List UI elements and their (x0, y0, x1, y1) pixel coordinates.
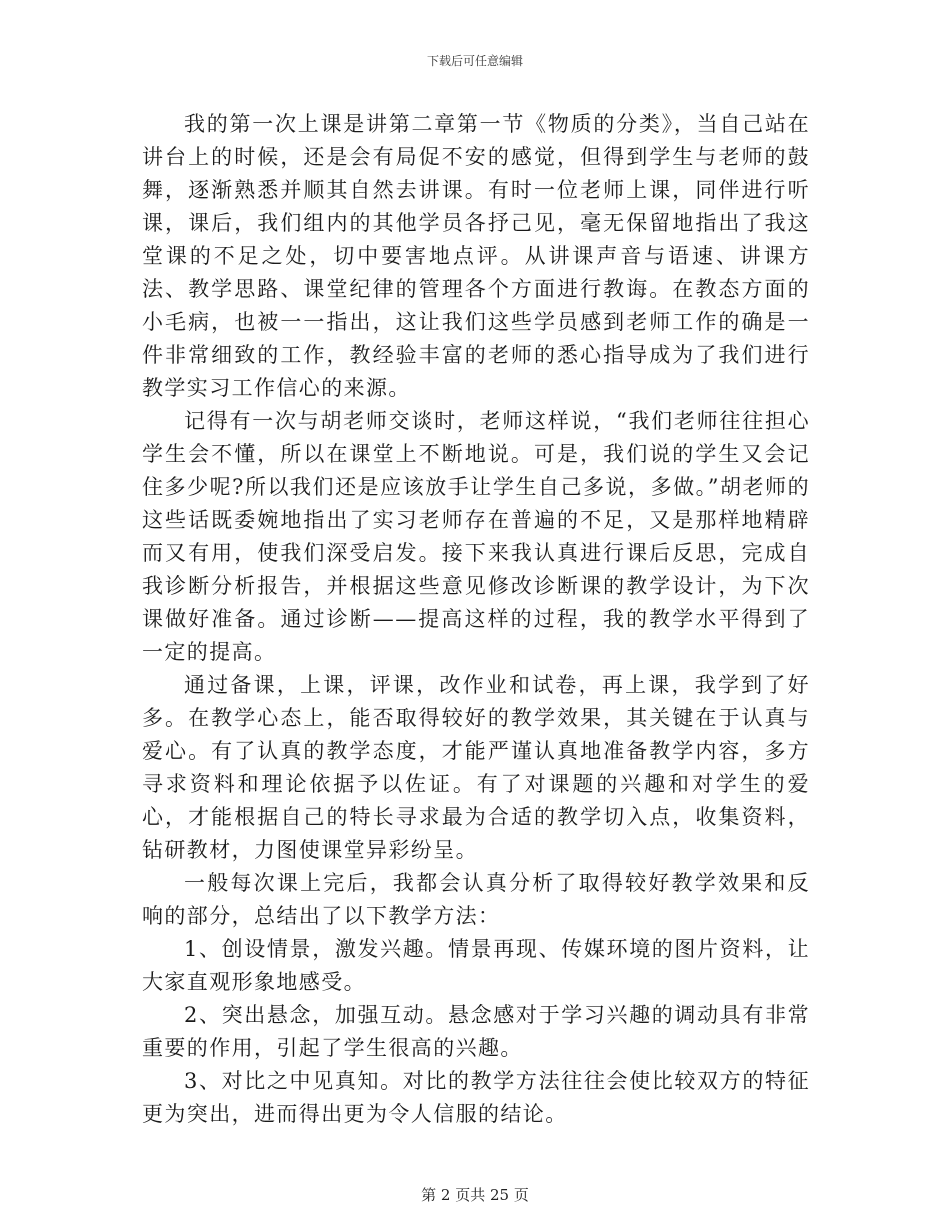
list-item-method-2: 2、突出悬念，加强互动。悬念感对于学习兴趣的调动具有非常重要的作用，引起了学生很高的兴趣。 (142, 1003, 810, 1060)
paragraph-teacher-talk: 记得有一次与胡老师交谈时，老师这样说，“我们老师往往担心学生会不懂，所以在课堂上不断地说。可是，我们说的学生又会记住多少呢?所以我们还是应该放手让学生自己多说，多做。”胡老师的这些话既委婉地指出了实习老师存在普遍的不足，又是那样地精辟而又有用，使我们深受启发。接下来我认真进行课后反思，完成自我诊断分析报告，并根据这些意见修改诊断课的教学设计，为下次课做好准备。通过诊断——提高这样的过程，我的教学水平得到了一定的提高。 (142, 409, 810, 664)
list-item-method-3: 3、对比之中见真知。对比的教学方法往往会使比较双方的特征更为突出，进而得出更为令人信服的结论。 (142, 1069, 810, 1126)
list-item-method-1: 1、创设情景，激发兴趣。情景再现、传媒环境的图片资料，让大家直观形象地感受。 (142, 937, 810, 994)
paragraph-learning: 通过备课，上课，评课，改作业和试卷，再上课，我学到了好多。在教学心态上，能否取得较好的教学效果，其关键在于认真与爱心。有了认真的教学态度，才能严谨认真地准备教学内容，多方寻求资料和理论依据予以佐证。有了对课题的兴趣和对学生的爱心，才能根据自己的特长寻求最为合适的教学切入点，收集资料，钻研教材，力图使课堂异彩纷呈。 (142, 673, 810, 862)
page-footer: 第 2 页共 25 页 (421, 1186, 529, 1204)
paragraph-first-lesson: 我的第一次上课是讲第二章第一节《物质的分类》，当自己站在讲台上的时候，还是会有局促不安的感觉，但得到学生与老师的鼓舞，逐渐熟悉并顺其自然去讲课。有时一位老师上课，同伴进行听课，课后，我们组内的其他学员各抒己见，毫无保留地指出了我这堂课的不足之处，切中要害地点评。从讲课声音与语速、讲课方法、教学思路、课堂纪律的管理各个方面进行教诲。在教态方面的小毛病，也被一一指出，这让我们这些学员感到老师工作的确是一件非常细致的工作，教经验丰富的老师的悉心指导成为了我们进行教学实习工作信心的来源。 (142, 112, 810, 400)
body-text (142, 108, 810, 1131)
page-header: 下载后可任意编辑 (426, 54, 523, 68)
paragraph-summary-intro: 一般每次课上完后，我都会认真分析了取得较好教学效果和反响的部分，总结出了以下教学方法： (142, 871, 810, 928)
